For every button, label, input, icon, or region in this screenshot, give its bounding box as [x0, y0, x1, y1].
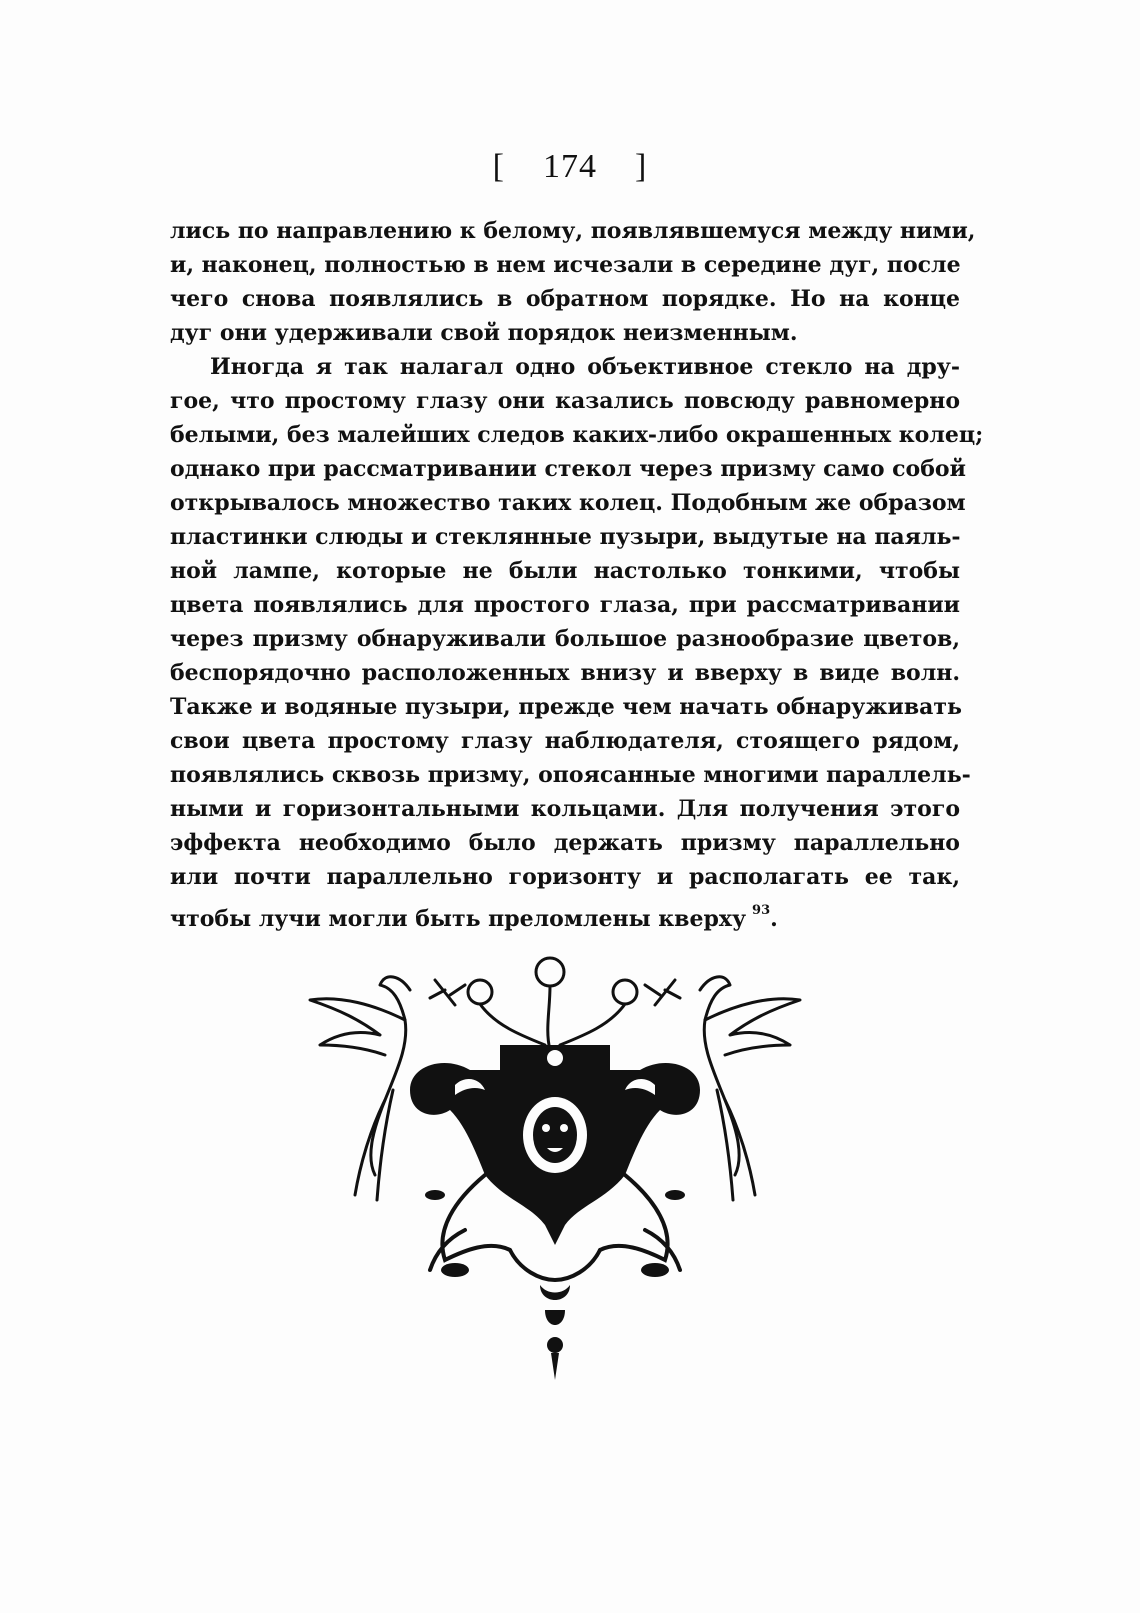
heraldic-ornament-icon: [305, 950, 805, 1390]
text-line: свои цвета простому глазу наблюдателя, стоящего рядом,: [170, 728, 960, 754]
page-number-header: [0, 148, 1140, 186]
text-line: открывалось множество таких колец. Подобным же образом: [170, 490, 966, 516]
text-line: Также и водяные пузыри, прежде чем начать обнаруживать: [170, 694, 962, 720]
text-line: Иногда я так налагал одно объективное стекло на дру-: [210, 354, 960, 380]
text-line: белыми, без малейших следов каких-либо окрашенных колец;: [170, 422, 984, 448]
text-line: дуг они удерживали свой порядок неизменным.: [170, 320, 798, 346]
text-line: ными и горизонтальными кольцами. Для получения этого: [170, 796, 960, 822]
page-number-bracket-open: [: [492, 148, 505, 185]
text-line: эффекта необходимо было держать призму параллельно: [170, 830, 960, 856]
text-line-final-content: чтобы лучи могли быть преломлены кверху: [170, 906, 747, 932]
text-line: однако при рассматривании стекол через призму само собой: [170, 456, 966, 482]
text-line: беспорядочно расположенных внизу и вверху в виде волн.: [170, 660, 960, 686]
text-line: через призму обнаруживали большое разнообразие цветов,: [170, 626, 960, 652]
text-line: гое, что простому глазу они казались повсюду равномерно: [170, 388, 960, 414]
text-line: пластинки слюды и стеклянные пузыри, выдутые на паяль-: [170, 524, 961, 550]
footnote-reference[interactable]: 93: [752, 903, 771, 918]
text-line: лись по направлению к белому, появлявшемуся между ними,: [170, 218, 976, 244]
text-line: чего снова появлялись в обратном порядке. Но на конце: [170, 286, 960, 312]
text-line-final: [170, 894, 960, 932]
text-line: и, наконец, полностью в нем исчезали в середине дуг, после: [170, 252, 961, 278]
text-line: появлялись сквозь призму, опоясанные многими параллель-: [170, 762, 971, 788]
text-line: цвета появлялись для простого глаза, при рассматривании: [170, 592, 960, 618]
body-text: [170, 214, 984, 932]
text-line: ной лампе, которые не были настолько тонкими, чтобы: [170, 558, 960, 584]
text-line: или почти параллельно горизонту и располагать ее так,: [170, 864, 960, 890]
final-period: .: [770, 906, 778, 932]
page-number-bracket-close: ]: [635, 148, 648, 185]
page-number: 174: [543, 148, 597, 185]
